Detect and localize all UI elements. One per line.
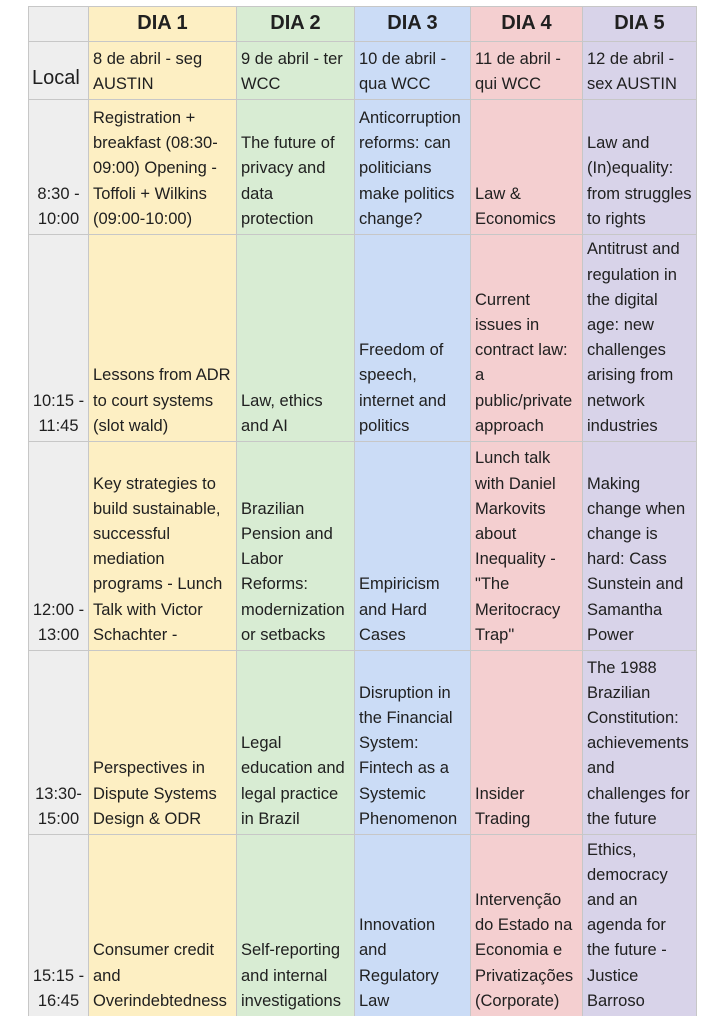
session-row-3: [29, 442, 697, 651]
corner-cell[interactable]: [29, 7, 89, 42]
session-cell[interactable]: Lessons from ADR to court systems (slot wald): [89, 235, 237, 442]
date-cell-3[interactable]: 10 de abril - qua WCC: [355, 42, 471, 100]
session-cell[interactable]: Self-reporting and internal investigations: [237, 835, 355, 1017]
session-cell[interactable]: Lunch talk with Daniel Markovits about Inequality - "The Meritocracy Trap": [471, 442, 583, 651]
session-cell[interactable]: Intervenção do Estado na Economia e Privatizações (Corporate): [471, 835, 583, 1017]
time-cell[interactable]: 13:30- 15:00: [29, 651, 89, 835]
session-cell[interactable]: The future of privacy and data protection: [237, 100, 355, 235]
session-cell[interactable]: Law and (In)equality: from struggles to rights: [583, 100, 697, 235]
session-cell[interactable]: Law, ethics and AI: [237, 235, 355, 442]
session-cell[interactable]: Key strategies to build sustainable, successful mediation programs - Lunch Talk with Victor Schachter -: [89, 442, 237, 651]
date-cell-1[interactable]: 8 de abril - seg AUSTIN: [89, 42, 237, 100]
session-cell[interactable]: Innovation and Regulatory Law: [355, 835, 471, 1017]
day-header-5[interactable]: DIA 5: [583, 7, 697, 42]
session-cell[interactable]: The 1988 Brazilian Constitution: achievements and challenges for the future: [583, 651, 697, 835]
local-label[interactable]: Local: [29, 42, 89, 100]
day-header-3[interactable]: DIA 3: [355, 7, 471, 42]
time-cell[interactable]: 12:00 - 13:00: [29, 442, 89, 651]
day-header-1[interactable]: DIA 1: [89, 7, 237, 42]
session-row-2: [29, 235, 697, 442]
time-cell[interactable]: 10:15 - 11:45: [29, 235, 89, 442]
session-cell[interactable]: Making change when change is hard: Cass Sunstein and Samantha Power: [583, 442, 697, 651]
session-cell[interactable]: Insider Trading: [471, 651, 583, 835]
session-cell[interactable]: Registration + breakfast (08:30-09:00) Opening - Toffoli + Wilkins (09:00-10:00): [89, 100, 237, 235]
date-cell-5[interactable]: 12 de abril - sex AUSTIN: [583, 42, 697, 100]
session-row-5: [29, 835, 697, 1017]
header-row: [29, 7, 697, 42]
schedule-table: [28, 6, 697, 1016]
session-row-1: [29, 100, 697, 235]
session-cell[interactable]: Disruption in the Financial System: Fintech as a Systemic Phenomenon: [355, 651, 471, 835]
session-cell[interactable]: Ethics, democracy and an agenda for the future - Justice Barroso: [583, 835, 697, 1017]
session-cell[interactable]: Antitrust and regulation in the digital age: new challenges arising from network industries: [583, 235, 697, 442]
day-header-4[interactable]: DIA 4: [471, 7, 583, 42]
session-cell[interactable]: Anticorruption reforms: can politicians make politics change?: [355, 100, 471, 235]
session-cell[interactable]: Law & Economics: [471, 100, 583, 235]
session-cell[interactable]: Perspectives in Dispute Systems Design & ODR: [89, 651, 237, 835]
date-row: [29, 42, 697, 100]
session-cell[interactable]: Legal education and legal practice in Brazil: [237, 651, 355, 835]
session-cell[interactable]: Freedom of speech, internet and politics: [355, 235, 471, 442]
session-cell[interactable]: Current issues in contract law: a public/private approach: [471, 235, 583, 442]
date-cell-4[interactable]: 11 de abril - qui WCC: [471, 42, 583, 100]
date-cell-2[interactable]: 9 de abril - ter WCC: [237, 42, 355, 100]
time-cell[interactable]: 15:15 - 16:45: [29, 835, 89, 1017]
session-cell[interactable]: Brazilian Pension and Labor Reforms: modernization or setbacks: [237, 442, 355, 651]
day-header-2[interactable]: DIA 2: [237, 7, 355, 42]
session-row-4: [29, 651, 697, 835]
time-cell[interactable]: 8:30 - 10:00: [29, 100, 89, 235]
session-cell[interactable]: Consumer credit and Overindebtedness: [89, 835, 237, 1017]
schedule-sheet: [28, 6, 698, 1016]
session-cell[interactable]: Empiricism and Hard Cases: [355, 442, 471, 651]
